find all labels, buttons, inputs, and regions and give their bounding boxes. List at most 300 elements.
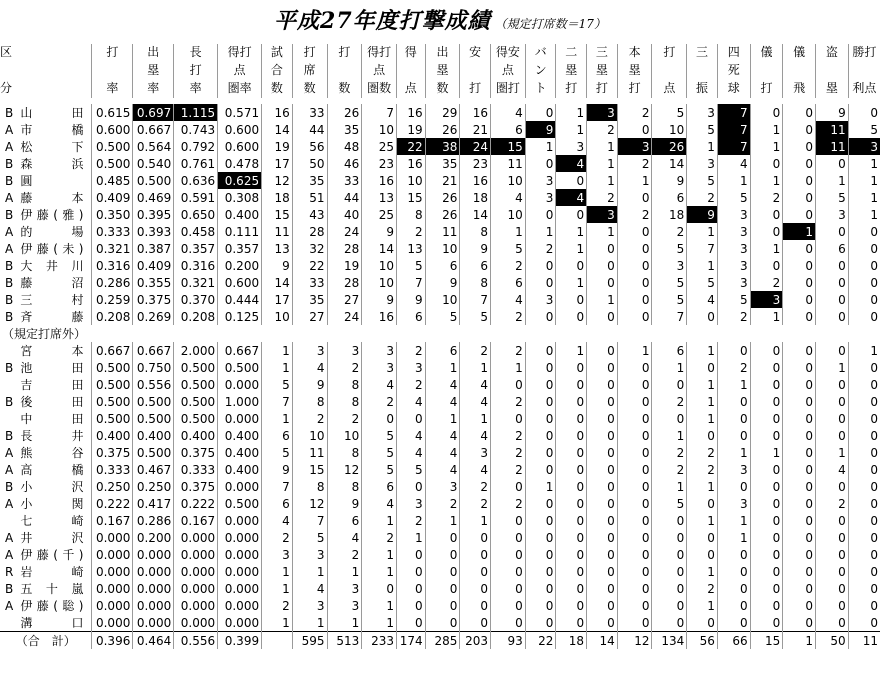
- stat-cell: 1: [556, 104, 587, 121]
- stat-cell: 1: [460, 410, 491, 427]
- stat-cell: 0.000: [174, 563, 218, 580]
- player-name-cell: [16, 342, 92, 359]
- stat-cell: 2: [687, 189, 718, 206]
- stat-cell: 1: [750, 138, 783, 155]
- stat-cell: 8: [460, 274, 491, 291]
- stat-cell: 44: [292, 121, 327, 138]
- stat-cell: 8: [460, 223, 491, 240]
- stat-cell: 16: [362, 172, 397, 189]
- division-cell: B: [5, 258, 14, 273]
- stat-cell: 0.743: [174, 121, 218, 138]
- stat-cell: 0.000: [174, 529, 218, 546]
- player-name-cell: [16, 291, 92, 308]
- stat-cell: 33: [327, 172, 362, 189]
- column-header: 打: [750, 80, 783, 98]
- column-header: 打: [587, 80, 618, 98]
- player-name: 熊谷: [20, 445, 84, 460]
- stat-cell: 0: [397, 580, 426, 597]
- stat-cell: 0.600: [218, 274, 262, 291]
- stat-cell: 0: [556, 512, 587, 529]
- stat-cell: 0.500: [174, 376, 218, 393]
- stat-cell: 0.540: [133, 155, 174, 172]
- stat-cell: 35: [292, 291, 327, 308]
- player-row: [0, 359, 880, 376]
- stat-cell: 0: [816, 614, 849, 632]
- stat-cell: 1: [362, 512, 397, 529]
- column-header: 得安: [491, 44, 526, 62]
- stat-cell: 5: [362, 444, 397, 461]
- stat-cell: 3: [262, 546, 293, 563]
- column-header: 儀: [783, 44, 816, 62]
- stat-cell: 0: [617, 189, 652, 206]
- stat-cell: 0: [816, 257, 849, 274]
- stat-cell: 0: [750, 104, 783, 121]
- column-header: 塁: [617, 62, 652, 80]
- stat-cell: 10: [362, 274, 397, 291]
- stat-cell: 0: [750, 410, 783, 427]
- other-players-label: （規定打席外）: [2, 326, 87, 341]
- player-name-cell: [16, 359, 92, 376]
- stat-cell: 3: [617, 138, 652, 155]
- player-row: [0, 444, 880, 461]
- total-stat-cell: 50: [816, 632, 849, 650]
- stat-cell: 0.667: [92, 342, 133, 359]
- stat-cell: 0: [587, 597, 618, 614]
- stat-cell: 0: [816, 427, 849, 444]
- stat-cell: 13: [362, 189, 397, 206]
- stat-cell: 3: [327, 342, 362, 359]
- stat-cell: 1: [717, 172, 750, 189]
- stat-cell: 1: [717, 512, 750, 529]
- stat-cell: 0.000: [218, 563, 262, 580]
- stat-cell: 16: [262, 104, 293, 121]
- player-name-cell: [16, 240, 92, 257]
- stat-cell: 0.500: [133, 172, 174, 189]
- stat-cell: 1: [687, 393, 718, 410]
- stat-cell: 9: [262, 257, 293, 274]
- column-header: 盗: [816, 44, 849, 62]
- stat-cell: 0.469: [133, 189, 174, 206]
- stat-cell: 0: [816, 155, 849, 172]
- column-header: 点: [397, 80, 426, 98]
- stat-cell: 0.393: [133, 223, 174, 240]
- player-name-cell: [16, 546, 92, 563]
- stat-cell: 1: [717, 529, 750, 546]
- player-name-cell: [16, 444, 92, 461]
- stat-cell: 4: [717, 155, 750, 172]
- stat-cell: 0.500: [92, 359, 133, 376]
- stat-cell: 0: [525, 155, 556, 172]
- player-name-cell: [16, 614, 92, 632]
- stat-cell: 1: [587, 138, 618, 155]
- stat-cell: 0: [525, 546, 556, 563]
- column-header: 二: [556, 44, 587, 62]
- column-header: 打: [292, 44, 327, 62]
- player-name: 圓: [20, 173, 33, 188]
- stat-cell: 0: [362, 580, 397, 597]
- stat-cell: 2: [816, 495, 849, 512]
- player-row: [0, 138, 880, 155]
- stat-cell: 2: [652, 444, 687, 461]
- stat-cell: 0: [556, 257, 587, 274]
- stat-cell: 0.761: [174, 155, 218, 172]
- column-header: 本: [617, 44, 652, 62]
- stat-cell: 0: [556, 172, 587, 189]
- player-row: [0, 342, 880, 359]
- stat-cell: 0: [525, 342, 556, 359]
- stat-cell: 1: [848, 189, 880, 206]
- stat-cell: 0: [783, 359, 816, 376]
- stat-cell: 0.458: [174, 223, 218, 240]
- stat-cell: 0.650: [174, 206, 218, 223]
- stat-cell: 16: [460, 172, 491, 189]
- stat-cell: 0: [587, 495, 618, 512]
- stat-cell: 0: [783, 597, 816, 614]
- stat-cell: 4: [491, 189, 526, 206]
- stat-cell: 29: [425, 104, 460, 121]
- stat-cell: 0.500: [92, 410, 133, 427]
- stat-cell: 1: [750, 240, 783, 257]
- stat-cell: 0: [617, 308, 652, 325]
- stat-cell: 0: [397, 546, 426, 563]
- stat-cell: 5: [687, 172, 718, 189]
- stat-cell: 2: [687, 580, 718, 597]
- stat-cell: 0: [750, 563, 783, 580]
- stat-cell: 8: [327, 376, 362, 393]
- stat-cell: 0.000: [92, 563, 133, 580]
- stat-cell: 0: [816, 597, 849, 614]
- stat-cell: 0.000: [133, 546, 174, 563]
- stat-cell: 0: [556, 308, 587, 325]
- stat-cell: 2: [491, 427, 526, 444]
- header-row-2: [0, 62, 880, 80]
- stat-cell: 0: [525, 512, 556, 529]
- stat-cell: 9: [362, 291, 397, 308]
- stat-cell: 1: [617, 172, 652, 189]
- stat-cell: 0: [617, 393, 652, 410]
- stat-cell: 0: [717, 342, 750, 359]
- column-header: 率: [133, 80, 174, 98]
- stat-cell: 5: [816, 189, 849, 206]
- stat-cell: 4: [460, 461, 491, 478]
- total-stat-cell: 56: [687, 632, 718, 650]
- stat-cell: 0: [587, 529, 618, 546]
- stat-cell: 9: [687, 206, 718, 223]
- stat-cell: 0: [717, 427, 750, 444]
- stat-cell: 16: [460, 104, 491, 121]
- division-cell: B: [5, 479, 14, 494]
- stat-cell: 0: [750, 546, 783, 563]
- stat-cell: 0.321: [174, 274, 218, 291]
- stat-cell: 0: [717, 393, 750, 410]
- stat-cell: 0: [617, 376, 652, 393]
- column-header: 打: [652, 44, 687, 62]
- stat-cell: 9: [425, 274, 460, 291]
- player-name-cell: [16, 580, 92, 597]
- batting-stats-table: [0, 44, 880, 649]
- stat-cell: 2: [460, 342, 491, 359]
- stat-cell: 7: [717, 138, 750, 155]
- stat-cell: 0: [525, 257, 556, 274]
- stat-cell: 0: [783, 308, 816, 325]
- stat-cell: 0.409: [133, 257, 174, 274]
- stat-cell: 38: [425, 138, 460, 155]
- player-name: 大井川: [20, 258, 84, 273]
- stat-cell: 43: [292, 206, 327, 223]
- stat-cell: 0.478: [218, 155, 262, 172]
- column-header: 塁: [133, 62, 174, 80]
- stat-cell: 1: [362, 563, 397, 580]
- stat-cell: 0: [848, 580, 880, 597]
- stat-cell: 33: [292, 274, 327, 291]
- stat-cell: 6: [425, 342, 460, 359]
- header-row-1: [0, 44, 880, 62]
- player-name-cell: [16, 478, 92, 495]
- stat-cell: 3: [327, 580, 362, 597]
- stat-cell: 1: [491, 359, 526, 376]
- stat-cell: 1: [750, 308, 783, 325]
- division-cell: [0, 410, 16, 427]
- player-name: 五十嵐: [20, 581, 84, 596]
- stat-cell: 0: [525, 614, 556, 632]
- stat-cell: 7: [292, 512, 327, 529]
- player-name: 池田: [20, 360, 84, 375]
- stat-cell: 0: [717, 410, 750, 427]
- stat-cell: 1: [262, 580, 293, 597]
- stat-cell: 0: [652, 563, 687, 580]
- stat-cell: 1: [687, 257, 718, 274]
- player-name-cell: [16, 410, 92, 427]
- stat-cell: 4: [425, 461, 460, 478]
- stat-cell: 0: [816, 342, 849, 359]
- stat-cell: 9: [652, 172, 687, 189]
- stat-cell: 10: [425, 240, 460, 257]
- stat-cell: 16: [397, 155, 426, 172]
- player-row: [0, 172, 880, 189]
- stat-cell: 0.500: [133, 393, 174, 410]
- column-header: 得打: [362, 44, 397, 62]
- column-header: 圏打: [491, 80, 526, 98]
- stat-cell: 1: [848, 342, 880, 359]
- stat-cell: 1: [425, 359, 460, 376]
- stat-cell: 0.286: [92, 274, 133, 291]
- stat-cell: 0: [783, 461, 816, 478]
- column-header: [848, 62, 880, 80]
- stat-cell: 0: [717, 580, 750, 597]
- stat-cell: 0.000: [218, 478, 262, 495]
- stat-cell: 0: [556, 291, 587, 308]
- stat-cell: 0: [491, 478, 526, 495]
- stat-cell: 0: [816, 512, 849, 529]
- stat-cell: 3: [327, 597, 362, 614]
- stat-cell: 0: [687, 427, 718, 444]
- player-row: [0, 529, 880, 546]
- stat-cell: 0.125: [218, 308, 262, 325]
- stat-cell: 3: [652, 257, 687, 274]
- stat-cell: 0: [556, 614, 587, 632]
- stat-cell: 0.792: [174, 138, 218, 155]
- stat-cell: 28: [292, 223, 327, 240]
- stat-cell: 1: [687, 138, 718, 155]
- stat-cell: 18: [460, 189, 491, 206]
- stat-cell: 0: [750, 427, 783, 444]
- player-row: [0, 240, 880, 257]
- stat-cell: 0: [425, 529, 460, 546]
- stat-cell: 6: [262, 495, 293, 512]
- stat-cell: 26: [425, 189, 460, 206]
- stat-cell: 7: [460, 291, 491, 308]
- stat-cell: 0: [816, 546, 849, 563]
- stat-cell: 0: [425, 580, 460, 597]
- player-row: [0, 580, 880, 597]
- stat-cell: 6: [491, 274, 526, 291]
- division-cell: A: [5, 530, 14, 545]
- stat-cell: 1: [362, 614, 397, 632]
- player-name: 松下: [20, 139, 84, 154]
- column-header: 圏率: [218, 80, 262, 98]
- stat-cell: 26: [652, 138, 687, 155]
- stat-cell: 0.500: [92, 155, 133, 172]
- player-row: [0, 291, 880, 308]
- player-name: 小沢: [20, 479, 84, 494]
- stat-cell: 7: [397, 274, 426, 291]
- stat-cell: 2: [460, 495, 491, 512]
- stat-cell: 0: [556, 546, 587, 563]
- stat-cell: 5: [425, 308, 460, 325]
- player-row: [0, 427, 880, 444]
- stat-cell: 5: [292, 529, 327, 546]
- stat-cell: 0.500: [174, 359, 218, 376]
- stat-cell: 0: [717, 546, 750, 563]
- stat-cell: 0: [783, 427, 816, 444]
- stat-cell: 8: [292, 478, 327, 495]
- stat-cell: 5: [397, 257, 426, 274]
- stat-cell: 2: [687, 444, 718, 461]
- column-header: 塁: [816, 80, 849, 98]
- total-stat-cell: 66: [717, 632, 750, 650]
- stat-cell: 0.667: [133, 121, 174, 138]
- stat-cell: 1: [717, 376, 750, 393]
- stat-cell: 0: [783, 206, 816, 223]
- stat-cell: 0: [617, 444, 652, 461]
- stat-cell: 0: [750, 155, 783, 172]
- stat-cell: 0.000: [92, 529, 133, 546]
- stat-cell: 1: [750, 121, 783, 138]
- stat-cell: 4: [425, 444, 460, 461]
- stat-cell: 0.571: [218, 104, 262, 121]
- stat-cell: 50: [292, 155, 327, 172]
- stat-cell: 3: [460, 444, 491, 461]
- stat-cell: 0.000: [174, 597, 218, 614]
- stat-cell: 0.000: [92, 614, 133, 632]
- stat-cell: 0: [397, 597, 426, 614]
- stat-cell: 0: [617, 257, 652, 274]
- page-title: [0, 4, 880, 40]
- stat-cell: 8: [397, 206, 426, 223]
- stat-cell: 0: [617, 410, 652, 427]
- stat-cell: 0: [816, 291, 849, 308]
- stat-cell: 1: [816, 359, 849, 376]
- stat-cell: 6: [262, 427, 293, 444]
- stat-cell: 0: [848, 104, 880, 121]
- stat-cell: 1: [717, 444, 750, 461]
- player-row: [0, 308, 880, 325]
- stat-cell: 0: [750, 495, 783, 512]
- stat-cell: 0: [556, 580, 587, 597]
- stat-cell: 0: [750, 206, 783, 223]
- player-name: 三村: [20, 292, 84, 307]
- stat-cell: 0.400: [218, 461, 262, 478]
- stat-cell: 0.000: [218, 597, 262, 614]
- stat-cell: 0: [848, 308, 880, 325]
- player-name-cell: [16, 223, 92, 240]
- stat-cell: 4: [460, 376, 491, 393]
- stat-cell: 7: [652, 308, 687, 325]
- stat-cell: 3: [292, 342, 327, 359]
- table-body: [0, 104, 880, 649]
- player-row: [0, 104, 880, 121]
- stat-cell: 1: [556, 223, 587, 240]
- stat-cell: 14: [460, 206, 491, 223]
- stat-cell: 0: [617, 529, 652, 546]
- stat-cell: 0.375: [92, 444, 133, 461]
- total-stat-cell: 203: [460, 632, 491, 650]
- stat-cell: 0: [783, 121, 816, 138]
- stat-cell: 6: [460, 257, 491, 274]
- division-cell: [0, 512, 16, 529]
- player-name: 井沢: [20, 530, 84, 545]
- division-cell: A: [5, 241, 14, 256]
- stat-cell: 5: [652, 291, 687, 308]
- stat-cell: 2: [617, 206, 652, 223]
- stat-cell: 1: [425, 512, 460, 529]
- total-stat-cell: 15: [750, 632, 783, 650]
- stat-cell: 3: [687, 104, 718, 121]
- stat-cell: 2: [587, 121, 618, 138]
- stat-cell: 0: [783, 104, 816, 121]
- stat-cell: 23: [460, 155, 491, 172]
- stat-cell: 6: [652, 189, 687, 206]
- column-header: [0, 62, 16, 80]
- division-cell: [0, 614, 16, 632]
- stat-cell: 0: [587, 274, 618, 291]
- stat-cell: 0: [362, 410, 397, 427]
- column-header: 塁: [556, 62, 587, 80]
- stat-cell: 0.000: [133, 614, 174, 632]
- stat-cell: 0: [652, 597, 687, 614]
- stat-cell: 2: [652, 461, 687, 478]
- total-stat-cell: 12: [617, 632, 652, 650]
- stat-cell: 11: [262, 223, 293, 240]
- player-name-cell: [16, 376, 92, 393]
- stat-cell: 0.625: [218, 172, 262, 189]
- stat-cell: 0.333: [174, 461, 218, 478]
- division-cell: B: [5, 156, 14, 171]
- column-header: 利点: [848, 80, 880, 98]
- stat-cell: 15: [491, 138, 526, 155]
- stat-cell: 0: [783, 444, 816, 461]
- stat-cell: 0: [783, 546, 816, 563]
- stat-cell: 0: [525, 461, 556, 478]
- stat-cell: 2: [652, 223, 687, 240]
- stat-cell: 2: [587, 189, 618, 206]
- stat-cell: 5: [652, 104, 687, 121]
- total-stat-cell: [262, 632, 293, 650]
- stat-cell: 0.500: [133, 444, 174, 461]
- stat-cell: 0: [525, 580, 556, 597]
- stat-cell: 0: [617, 274, 652, 291]
- stat-cell: 0: [425, 597, 460, 614]
